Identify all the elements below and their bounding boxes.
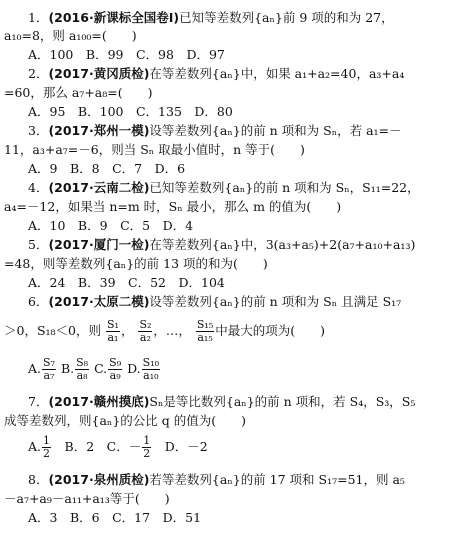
question-source: (2017·太原二模) <box>48 294 150 309</box>
fraction-denominator: a₉ <box>109 369 121 382</box>
options-middle: B．2 C．－ <box>52 439 142 454</box>
fraction-s2-over-a2 <box>138 319 152 344</box>
fraction-numerator: S₈ <box>76 356 89 369</box>
question-number: 2． <box>28 66 49 81</box>
question-stem: Sₙ是等比数列{aₙ}的前 n 项和，若 S₄，S₃，S₅ <box>149 394 416 409</box>
question-6-line-2 <box>4 316 468 346</box>
question-8-options: A．3 B．6 C．17 D．51 <box>28 510 202 525</box>
fraction-s15-over-a15 <box>196 319 214 344</box>
question-number: 1． <box>28 10 49 25</box>
option-label-d: D. <box>127 361 141 376</box>
fraction-denominator: a₂ <box>139 331 151 344</box>
option-b-fraction <box>75 357 89 382</box>
fraction-numerator: S₉ <box>109 356 122 369</box>
question-source: (2017·赣州摸底) <box>48 394 150 409</box>
question-stem: 设等差数列{aₙ}的前 n 项和为 Sₙ，若 a₁=－ <box>149 123 402 138</box>
option-c-fraction <box>142 435 151 460</box>
question-8-line-1 <box>28 472 468 488</box>
question-8-line-2: －a₇+a₉－a₁₁+a₁₃等于( ) <box>4 491 170 506</box>
option-label-a: A. <box>28 361 42 376</box>
options-end: D．－2 <box>152 439 208 454</box>
question-2-line-1 <box>28 66 468 82</box>
option-a-fraction <box>42 435 51 460</box>
question-4-line-1 <box>28 180 468 196</box>
question-1-line-2: a₁₀=8，则 a₁₀₀=( ) <box>4 28 137 43</box>
question-3-options: A．9 B．8 C．7 D．6 <box>28 161 186 176</box>
question-stem: 在等差数列{aₙ}中，如果 a₁+a₂=40，a₃+a₄ <box>149 66 405 81</box>
fraction-denominator: a₁₅ <box>197 331 213 344</box>
option-label-b: B. <box>60 361 75 376</box>
question-stem: 若等差数列{aₙ}的前 17 项和 S₁₇=51，则 a₅ <box>149 472 405 487</box>
question-7-line-1 <box>28 394 468 410</box>
fraction-denominator: a₇ <box>43 369 55 382</box>
question-stem: 设等差数列{aₙ}的前 n 项和为 Sₙ 且满足 S₁₇ <box>149 294 402 309</box>
question-3-line-1 <box>28 123 468 139</box>
option-label-c: C. <box>94 361 108 376</box>
option-c-fraction <box>108 357 122 382</box>
question-number: 6． <box>28 294 49 309</box>
question-4-line-2: a₄=－12，如果当 n=m 时，Sₙ 最小，那么 m 的值为( ) <box>4 199 342 214</box>
question-6-line-1 <box>28 294 468 310</box>
fraction-numerator: 1 <box>43 434 51 447</box>
question-stem: 中最大的项为( ) <box>215 323 326 338</box>
fraction-denominator: 2 <box>143 447 151 460</box>
question-source: (2017·泉州质检) <box>48 472 150 487</box>
fraction-numerator: S₁₅ <box>196 318 214 331</box>
option-label-a: A. <box>28 439 42 454</box>
option-d-fraction <box>142 357 160 382</box>
question-stem: 已知等差数列{aₙ}的前 n 项和为 Sₙ，S₁₁=22， <box>149 180 420 195</box>
fraction-numerator: 1 <box>143 434 151 447</box>
question-2-line-2: =60，那么 a₇+a₈=( ) <box>4 85 153 100</box>
question-3-line-2: 11，a₃+a₇=－6，则当 Sₙ 取最小值时，n 等于( ) <box>4 142 305 157</box>
question-1-line-1 <box>28 10 468 26</box>
question-source: (2017·云南二检) <box>48 180 150 195</box>
question-2-options: A．95 B．100 C．135 D．80 <box>28 104 233 119</box>
fraction-denominator: a₈ <box>76 369 88 382</box>
question-number: 8． <box>28 472 49 487</box>
fraction-denominator: a₁ <box>107 331 119 344</box>
question-6-options <box>28 354 468 384</box>
question-number: 4． <box>28 180 49 195</box>
ellipsis: ，…， <box>153 323 191 338</box>
fraction-numerator: S₁₀ <box>142 356 160 369</box>
question-4-options: A．10 B．9 C．5 D．4 <box>28 218 194 233</box>
question-source: (2017·厦门一检) <box>48 237 150 252</box>
fraction-denominator: a₁₀ <box>143 369 159 382</box>
question-stem: 在等差数列{aₙ}中，3(a₃+a₅)+2(a₇+a₁₀+a₁₃) <box>149 237 416 252</box>
question-source: (2017·郑州一模) <box>48 123 150 138</box>
fraction-numerator: S₂ <box>139 318 152 331</box>
question-stem: 已知等差数列{aₙ}前 9 项的和为 27， <box>179 10 394 25</box>
question-number: 3． <box>28 123 49 138</box>
question-source: (2016·新课标全国卷Ⅰ) <box>48 10 180 25</box>
question-number: 7． <box>28 394 49 409</box>
fraction-s1-over-a1 <box>106 319 120 344</box>
question-stem: ＞0，S₁₈＜0，则 <box>4 323 101 338</box>
fraction-numerator: S₇ <box>43 356 55 369</box>
question-7-line-2: 成等差数列，则{aₙ}的公比 q 的值为( ) <box>4 413 246 428</box>
question-5-line-2: =48，则等差数列{aₙ}的前 13 项的和为( ) <box>4 256 268 271</box>
question-7-options <box>28 432 468 462</box>
question-number: 5． <box>28 237 49 252</box>
question-1-options: A．100 B．99 C．98 D．97 <box>28 47 225 62</box>
fraction-denominator: 2 <box>43 447 51 460</box>
question-5-line-1 <box>28 237 468 253</box>
separator: ， <box>120 323 134 338</box>
question-5-options: A．24 B．39 C．52 D．104 <box>28 275 225 290</box>
option-a-fraction <box>42 357 56 382</box>
question-source: (2017·黄冈质检) <box>48 66 150 81</box>
fraction-numerator: S₁ <box>106 318 119 331</box>
